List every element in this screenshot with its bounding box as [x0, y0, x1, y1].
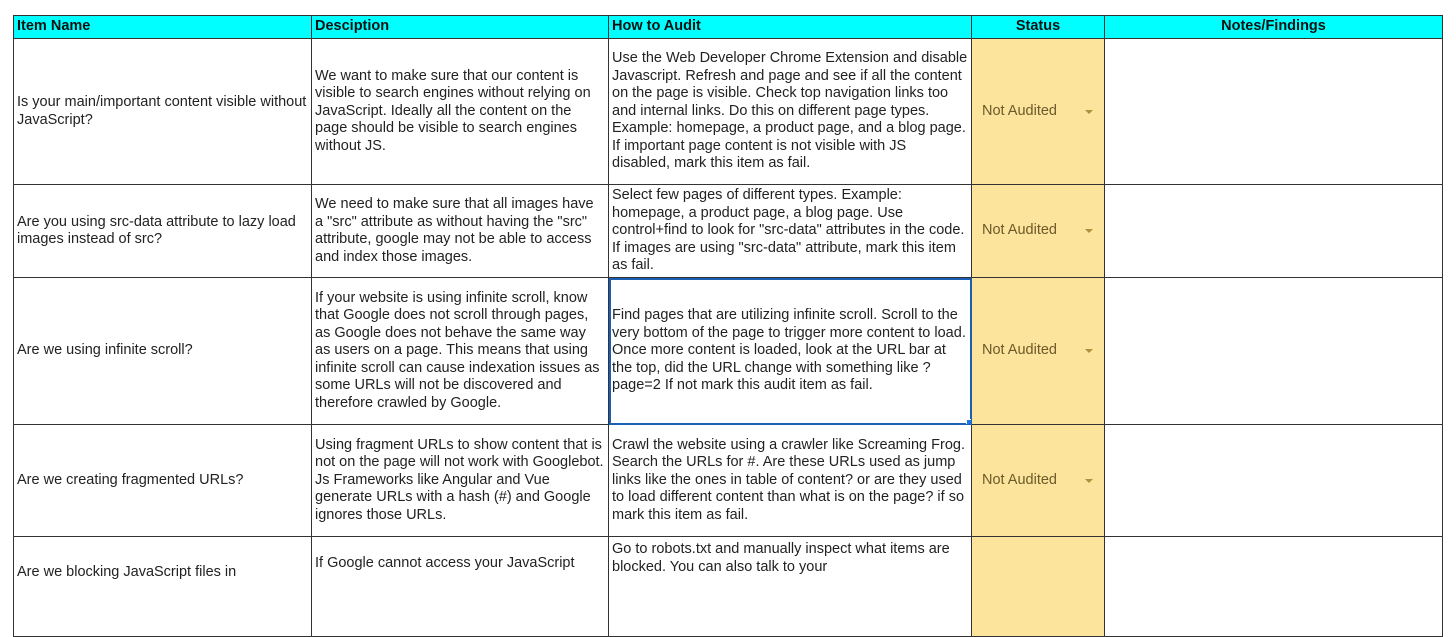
description-cell[interactable]: If your website is using infinite scroll, know that Google does not scroll through pages, as Google does not behave the same way as users on a page. This means that using infinite scroll can cause indexation issues as some URLs will not be discovered and therefore crawled by Google. [312, 278, 609, 425]
status-dropdown[interactable] [972, 39, 1105, 185]
how-cell[interactable]: Go to robots.txt and manually inspect what items are blocked. You can also talk to your [609, 537, 972, 637]
status-dropdown[interactable] [972, 185, 1105, 278]
header-how-to-audit[interactable]: How to Audit [609, 16, 972, 39]
item-text: Are we blocking JavaScript files in [17, 564, 237, 580]
how-cell[interactable]: Select few pages of different types. Example: homepage, a product page, a blog page. Use control+find to look for "src-data" attributes in the code. If images are using "src-data" attribute, mark this item as fail. [609, 185, 972, 278]
notes-cell[interactable] [1105, 278, 1443, 425]
item-cell[interactable]: Are you using src-data attribute to lazy load images instead of src? [14, 185, 312, 278]
dropdown-caret-icon[interactable] [1085, 110, 1093, 114]
how-cell[interactable]: Use the Web Developer Chrome Extension and disable Javascript. Refresh and page and see if all the content on the page is visible. Check top navigation links too and internal links. Do this on different page types. Example: homepage, a product page, and a blog page. If important page content is not visible with JS disabled, mark this item as fail. [609, 39, 972, 185]
item-cell[interactable]: Are we creating fragmented URLs? [14, 425, 312, 537]
table-row [14, 278, 1443, 425]
header-row [14, 16, 1443, 39]
table-row [14, 537, 1443, 637]
dropdown-caret-icon[interactable] [1085, 479, 1093, 483]
description-cell[interactable]: We want to make sure that our content is visible to search engines without relying on JavaScript. Ideally all the content on the page should be visible to search engines without JS. [312, 39, 609, 185]
item-cell[interactable] [14, 537, 312, 637]
item-cell[interactable]: Are we using infinite scroll? [14, 278, 312, 425]
header-description[interactable]: Desciption [312, 16, 609, 39]
notes-cell[interactable] [1105, 39, 1443, 185]
header-notes[interactable]: Notes/Findings [1105, 16, 1443, 39]
header-item-name[interactable]: Item Name [14, 16, 312, 39]
description-cell[interactable] [312, 537, 609, 637]
item-cell[interactable]: Is your main/important content visible without JavaScript? [14, 39, 312, 185]
dropdown-caret-icon[interactable] [1085, 229, 1093, 233]
audit-sheet [13, 15, 1443, 637]
how-cell-selected[interactable] [609, 278, 972, 425]
table-row [14, 425, 1443, 537]
status-dropdown[interactable] [972, 425, 1105, 537]
table-row [14, 39, 1443, 185]
status-dropdown[interactable] [972, 537, 1105, 637]
how-cell[interactable]: Crawl the website using a crawler like Screaming Frog. Search the URLs for #. Are these URLs used as jump links like the ones in table of content? or are they used to load different content than what is on the page? if so mark this item as fail. [609, 425, 972, 537]
header-status[interactable]: Status [972, 16, 1105, 39]
dropdown-caret-icon[interactable] [1085, 349, 1093, 353]
description-text: If Google cannot access your JavaScript [315, 555, 575, 571]
description-cell[interactable]: Using fragment URLs to show content that is not on the page will not work with Googlebot. Js Frameworks like Angular and Vue generate URLs with a hash (#) and Google ignores those URLs. [312, 425, 609, 537]
status-value: Not Audited [982, 342, 1057, 359]
notes-cell[interactable] [1105, 537, 1443, 637]
status-dropdown[interactable] [972, 278, 1105, 425]
notes-cell[interactable] [1105, 185, 1443, 278]
notes-cell[interactable] [1105, 425, 1443, 537]
status-value: Not Audited [982, 471, 1057, 488]
table-row [14, 185, 1443, 278]
description-cell[interactable]: We need to make sure that all images have a "src" attribute as without having the "src" attribute, google may not be able to access and index those images. [312, 185, 609, 278]
how-text: Find pages that are utilizing infinite scroll. Scroll to the very bottom of the page to trigger more content to load. Once more content is loaded, look at the URL bar at the top, did the URL change with something like ?page=2 If not mark this audit item as fail. [612, 307, 966, 394]
status-value: Not Audited [982, 222, 1057, 239]
status-value: Not Audited [982, 102, 1057, 119]
